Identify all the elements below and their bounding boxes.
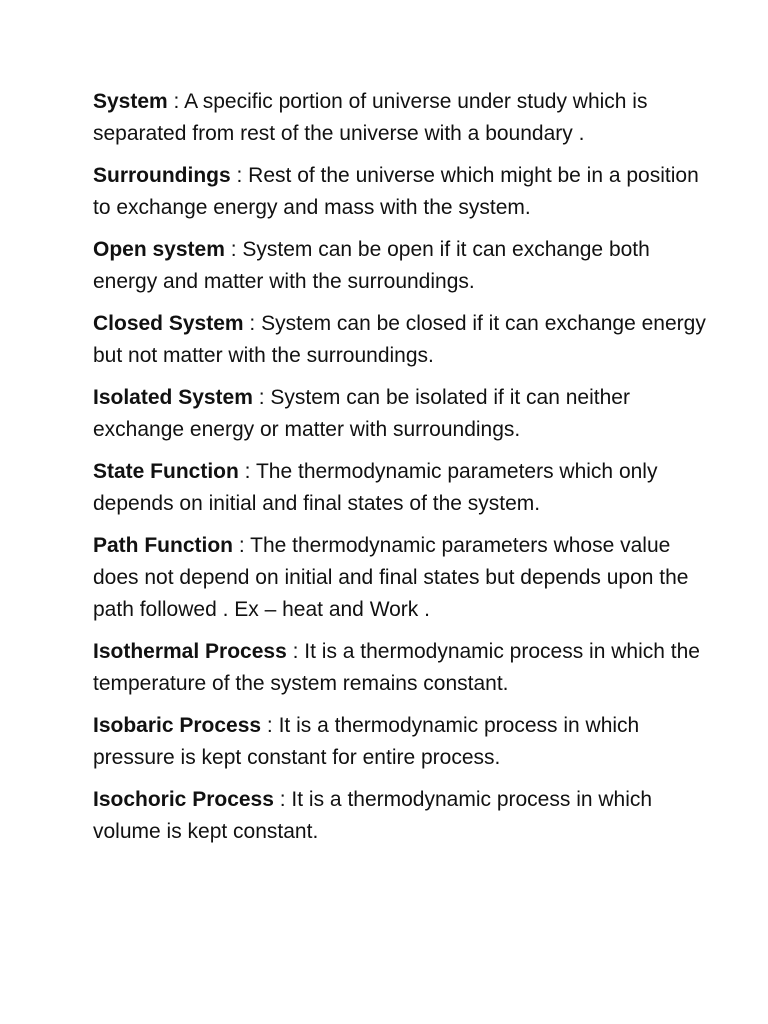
definition-isobaric-process — [93, 710, 713, 774]
definition-term: Isochoric Process — [93, 788, 274, 811]
definition-term: Isothermal Process — [93, 640, 287, 663]
document-page — [93, 86, 713, 858]
definition-text: : It is a thermodynamic process in which the temperature of the system remains constant. — [93, 640, 700, 695]
definition-isochoric-process — [93, 784, 713, 848]
definition-state-function — [93, 456, 713, 520]
definition-term: State Function — [93, 460, 239, 483]
definition-path-function — [93, 530, 713, 626]
definition-system — [93, 86, 713, 150]
definition-text: : Rest of the universe which might be in a position to exchange energy and mass with the system. — [93, 164, 699, 219]
definition-text: : System can be open if it can exchange both energy and matter with the surroundings. — [93, 238, 650, 293]
definition-term: System — [93, 90, 168, 113]
definition-term: Open system — [93, 238, 225, 261]
definition-text: : System can be isolated if it can neither exchange energy or matter with surroundings. — [93, 386, 630, 441]
definition-surroundings — [93, 160, 713, 224]
definition-isolated-system — [93, 382, 713, 446]
definition-text: : The thermodynamic parameters which only depends on initial and final states of the system. — [93, 460, 658, 515]
definition-term: Surroundings — [93, 164, 231, 187]
definition-term: Path Function — [93, 534, 233, 557]
definition-text: : A specific portion of universe under study which is separated from rest of the universe with a boundary . — [93, 90, 648, 145]
definition-isothermal-process — [93, 636, 713, 700]
definition-term: Isolated System — [93, 386, 253, 409]
definition-text: : It is a thermodynamic process in which volume is kept constant. — [93, 788, 653, 843]
definition-closed-system — [93, 308, 713, 372]
definition-text: : It is a thermodynamic process in which pressure is kept constant for entire process. — [93, 714, 640, 769]
definition-text: : The thermodynamic parameters whose value does not depend on initial and final states but depends upon the path followed . Ex – heat and Work . — [93, 534, 689, 621]
definition-open-system — [93, 234, 713, 298]
definition-text: : System can be closed if it can exchange energy but not matter with the surroundings. — [93, 312, 706, 367]
definition-term: Closed System — [93, 312, 244, 335]
definition-term: Isobaric Process — [93, 714, 262, 737]
